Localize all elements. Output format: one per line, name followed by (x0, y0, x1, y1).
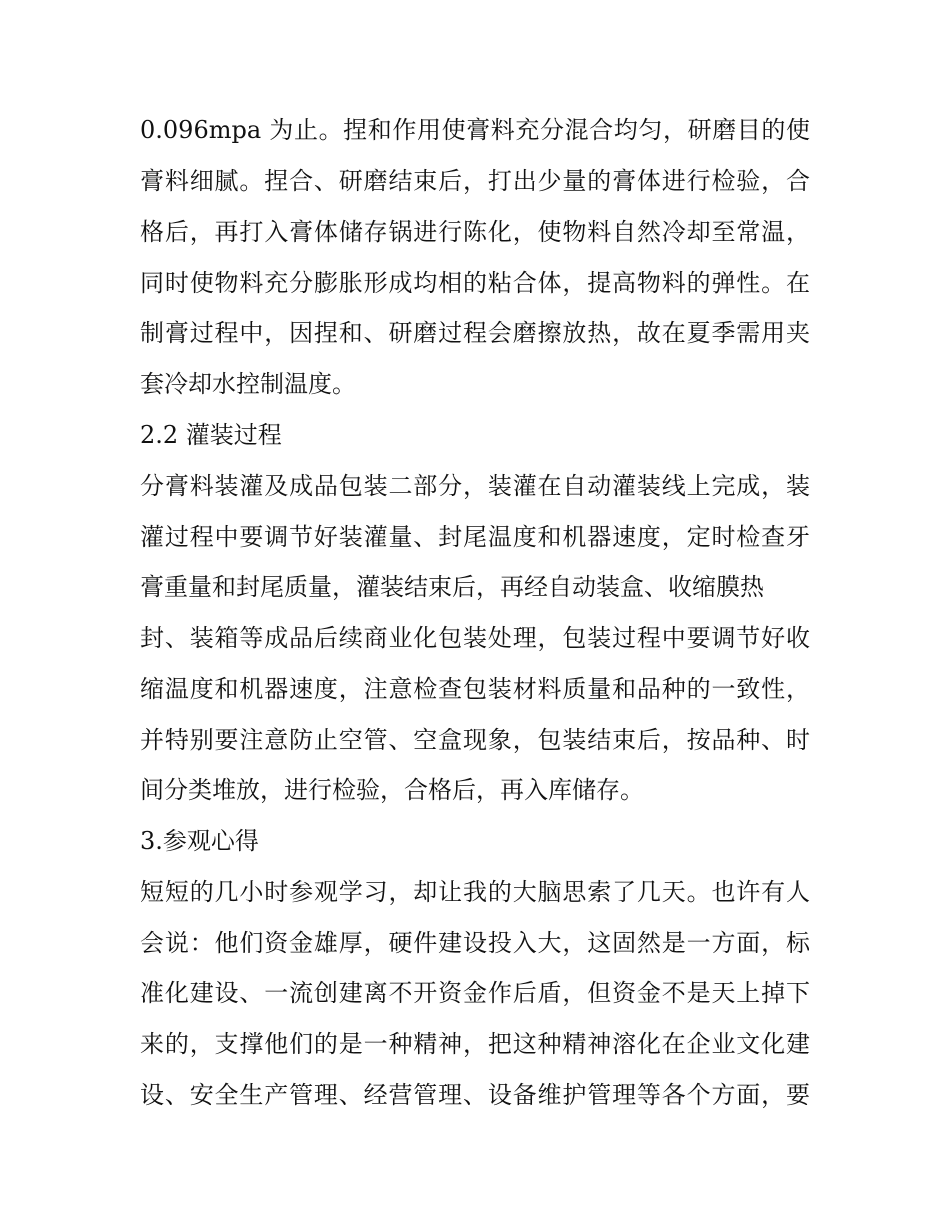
section-heading-3: 3.参观心得 (140, 827, 259, 855)
paragraph-line-4: 同时使物料充分膨胀形成均相的粘合体，提高物料的弹性。在 (140, 269, 810, 297)
paragraph-line-15: 会说：他们资金雄厚，硬件建设投入大，这固然是一方面，标 (140, 929, 810, 957)
paragraph-line-8: 灌过程中要调节好装灌量、封尾温度和机器速度，定时检查牙 (140, 523, 810, 551)
paragraph-line-3: 格后，再打入膏体储存锅进行陈化，使物料自然冷却至常温， (140, 218, 810, 246)
paragraph-line-18: 设、安全生产管理、经营管理、设备维护管理等各个方面，要 (140, 1081, 810, 1109)
section-heading-2-2: 2.2 灌装过程 (140, 421, 282, 449)
paragraph-line-2: 膏料细腻。捏合、研磨结束后，打出少量的膏体进行检验，合 (140, 167, 810, 195)
paragraph-line-17: 来的，支撑他们的是一种精神，把这种精神溶化在企业文化建 (140, 1030, 810, 1058)
paragraph-line-12: 并特别要注意防止空管、空盒现象，包装结束后，按品种、时 (140, 726, 810, 754)
paragraph-line-7: 分膏料装灌及成品包装二部分，装灌在自动灌装线上完成，装 (140, 472, 810, 500)
paragraph-line-1: 0.096mpa 为止。捏和作用使膏料充分混合均匀，研磨目的使 (140, 116, 810, 144)
paragraph-line-5: 制膏过程中，因捏和、研磨过程会磨擦放热，故在夏季需用夹 (140, 319, 810, 347)
paragraph-line-13: 间分类堆放，进行检验，合格后，再入库储存。 (140, 776, 644, 804)
paragraph-line-9: 膏重量和封尾质量，灌装结束后，再经自动装盒、收缩膜热 (140, 573, 764, 601)
paragraph-line-6: 套冷却水控制温度。 (140, 370, 356, 398)
paragraph-line-10: 封、装箱等成品后续商业化包装处理，包装过程中要调节好收 (140, 624, 810, 652)
paragraph-line-14: 短短的几小时参观学习，却让我的大脑思索了几天。也许有人 (140, 878, 810, 906)
paragraph-line-16: 准化建设、一流创建离不开资金作后盾，但资金不是天上掉下 (140, 979, 810, 1007)
paragraph-line-11: 缩温度和机器速度，注意检查包装材料质量和品种的一致性， (140, 675, 810, 703)
